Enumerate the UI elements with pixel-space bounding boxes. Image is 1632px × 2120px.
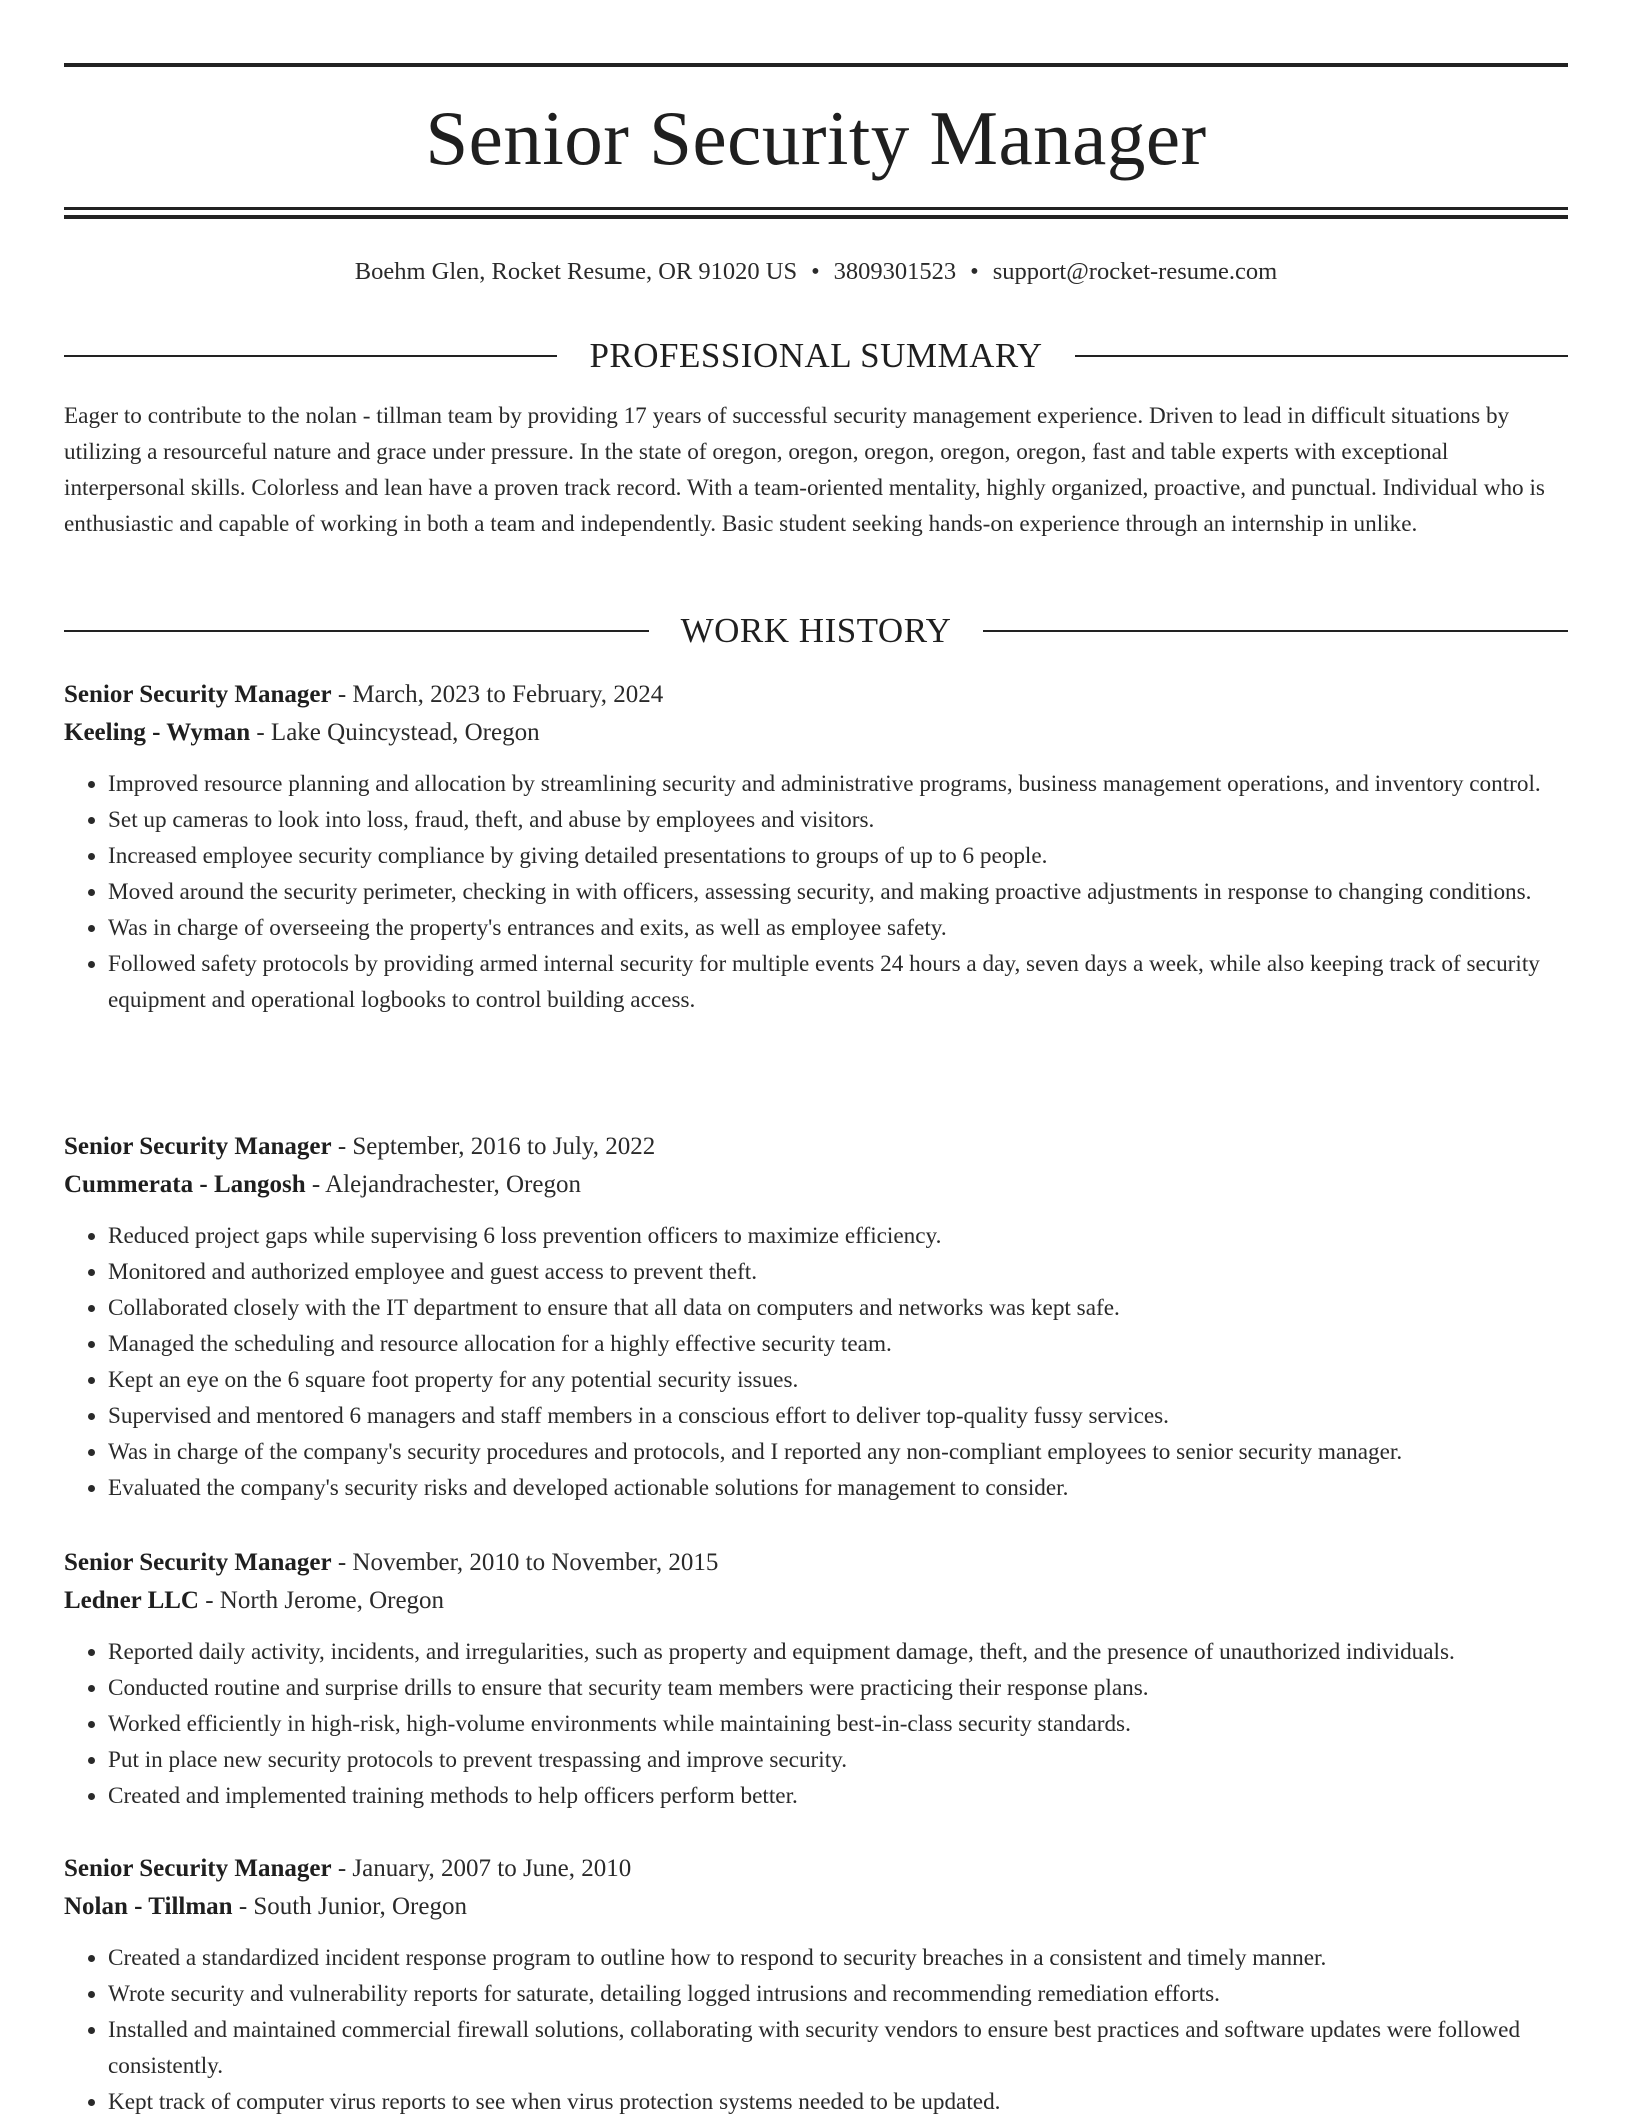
job-bullets [64,1634,1568,1814]
list-item: • Reported daily activity, incidents, and irregularities, such as property and equipment damage, theft, and the presence of unauthorized individuals. [108,1634,1568,1670]
job-title-line [64,676,1568,714]
list-item: • Followed safety protocols by providing armed internal security for multiple events 24 hours a day, seven days a week, while also keeping track of security equipment and operational logbooks to control building access. [108,946,1568,1018]
job-entry [64,1544,1568,1814]
list-item: • Put in place new security protocols to prevent trespassing and improve security. [108,1742,1568,1778]
list-item: • Created a standardized incident response program to outline how to respond to security breaches in a consistent and timely manner. [108,1940,1568,1976]
list-item: • Kept track of computer virus reports to see when virus protection systems needed to be updated. [108,2084,1568,2120]
job-company: Ledner LLC [64,1587,199,1614]
heading-rule-right [1075,355,1568,357]
list-item: • Set up cameras to look into loss, fraud, theft, and abuse by employees and visitors. [108,802,1568,838]
heading-rule-left [64,630,649,632]
list-item: • Evaluated the company's security risks and developed actionable solutions for management to consider. [108,1470,1568,1506]
job-entry [64,1128,1568,1506]
job-title-line [64,1544,1568,1582]
job-bullets [64,766,1568,1018]
list-item: • Worked efficiently in high-risk, high-volume environments while maintaining best-in-class security standards. [108,1706,1568,1742]
job-title: Senior Security Manager [64,1549,332,1576]
list-item: • Improved resource planning and allocation by streamlining security and administrative programs, business management operations, and inventory control. [108,766,1568,802]
contact-email: support@rocket-resume.com [992,258,1278,285]
list-item: • Conducted routine and surprise drills to ensure that security team members were practicing their response plans. [108,1670,1568,1706]
list-item: • Moved around the security perimeter, checking in with officers, assessing security, and making proactive adjustments in response to changing conditions. [108,874,1568,910]
contact-phone: 3809301523 [833,258,957,285]
list-item: • Collaborated closely with the IT department to ensure that all data on computers and networks was kept safe. [108,1290,1568,1326]
header-bottom-rule-lower [64,215,1568,219]
list-item: • Wrote security and vulnerability reports for saturate, detailing logged intrusions and recommending remediation efforts. [108,1976,1568,2012]
heading-rule-right [983,630,1568,632]
job-bullets [64,1940,1568,2120]
job-bullets [64,1218,1568,1506]
list-item: • Increased employee security compliance by giving detailed presentations to groups of up to 6 people. [108,838,1568,874]
heading-rule-left [64,355,557,357]
job-company-line [64,1582,1568,1620]
list-item: • Kept an eye on the 6 square foot property for any potential security issues. [108,1362,1568,1398]
summary-heading-label: PROFESSIONAL SUMMARY [589,336,1043,375]
list-item: • Reduced project gaps while supervising 6 loss prevention officers to maximize efficiency. [108,1218,1568,1254]
contact-separator: • [970,258,979,285]
job-title-line [64,1850,1568,1888]
job-dates: - November, 2010 to November, 2015 [331,1549,719,1576]
job-company-line [64,714,1568,752]
list-item: • Managed the scheduling and resource allocation for a highly effective security team. [108,1326,1568,1362]
contact-separator: • [811,258,820,285]
job-location: - Lake Quincystead, Oregon [250,719,540,746]
work-heading-label: WORK HISTORY [680,611,952,650]
job-dates: - January, 2007 to June, 2010 [331,1855,632,1882]
list-item: • Was in charge of the company's security procedures and protocols, and I reported any non-compliant employees to senior security manager. [108,1434,1568,1470]
job-company: Keeling - Wyman [64,719,251,746]
job-title: Senior Security Manager [64,1133,332,1160]
work-section-heading [64,609,1568,653]
header-top-rule [64,63,1568,67]
contact-address: Boehm Glen, Rocket Resume, OR 91020 US [354,258,798,285]
list-item: • Installed and maintained commercial firewall solutions, collaborating with security vendors to ensure best practices and software updates were followed consistently. [108,2012,1568,2084]
job-location: - Alejandrachester, Oregon [305,1171,581,1198]
job-title-line [64,1128,1568,1166]
list-item: • Was in charge of overseeing the property's entrances and exits, as well as employee safety. [108,910,1568,946]
job-location: - South Junior, Oregon [232,1893,467,1920]
list-item: • Supervised and mentored 6 managers and staff members in a conscious effort to deliver top-quality fussy services. [108,1398,1568,1434]
job-entry [64,1850,1568,2120]
job-dates: - September, 2016 to July, 2022 [331,1133,656,1160]
job-company: Nolan - Tillman [64,1893,233,1920]
list-item: • Monitored and authorized employee and guest access to prevent theft. [108,1254,1568,1290]
job-company-line [64,1888,1568,1926]
job-title: Senior Security Manager [64,681,332,708]
contact-line [64,254,1568,290]
job-title: Senior Security Manager [64,1855,332,1882]
list-item: • Created and implemented training methods to help officers perform better. [108,1778,1568,1814]
summary-section-heading [64,334,1568,378]
job-company: Cummerata - Langosh [64,1171,306,1198]
job-dates: - March, 2023 to February, 2024 [331,681,664,708]
summary-text: Eager to contribute to the nolan - tillman team by providing 17 years of successful security management experience. Driven to lead in difficult situations by utilizing a resourceful nature and grace under pressure. In the state of oregon, oregon, oregon, oregon, oregon, fast and table experts with exceptional interpersonal skills. Colorless and lean have a proven track record. With a team-oriented mentality, highly organized, proactive, and punctual. Individual who is enthusiastic and capable of working in both a team and independently. Basic student seeking hands-on experience through an internship in unlike. [64,403,1545,537]
job-entry [64,676,1568,1018]
job-location: - North Jerome, Oregon [198,1587,445,1614]
job-company-line [64,1166,1568,1204]
resume-title: Senior Security Manager [425,95,1207,181]
header-bottom-rule-upper [64,207,1568,210]
